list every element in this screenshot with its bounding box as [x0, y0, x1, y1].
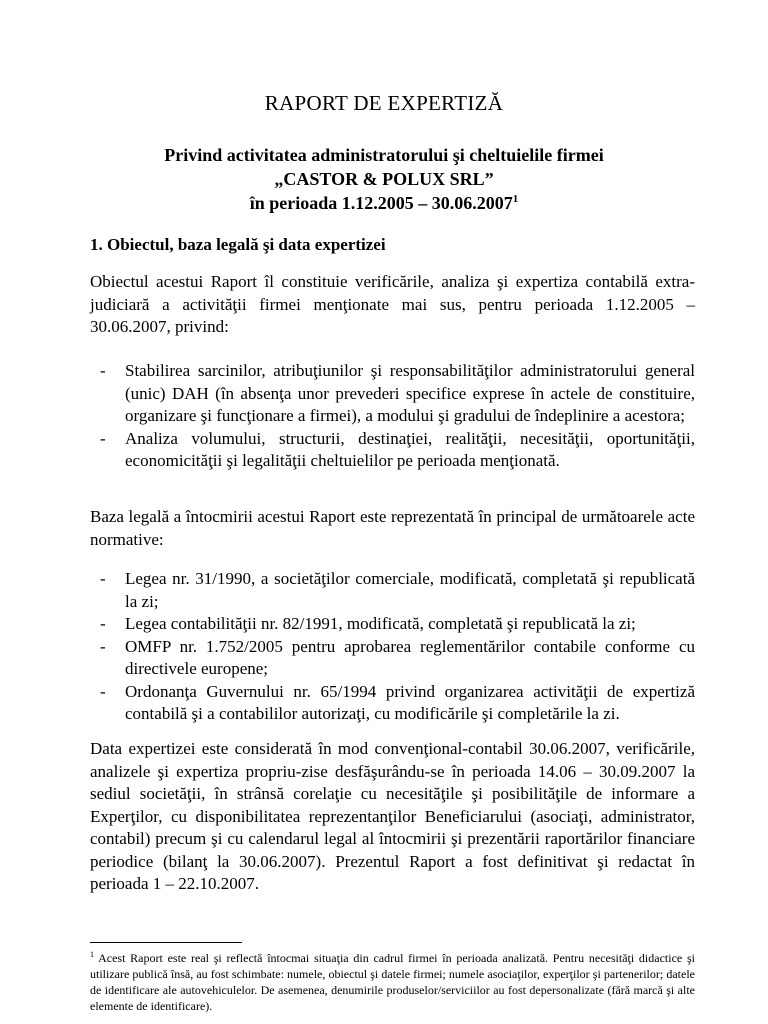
list-dash: -: [100, 361, 106, 380]
list-item-text: OMFP nr. 1.752/2005 pentru aprobarea reglementărilor contabile conforme cu directivele europene;: [125, 636, 695, 678]
list-item: [90, 428, 695, 473]
subtitle-period: în perioada 1.12.2005 – 30.06.2007: [249, 193, 513, 213]
list-item: [90, 568, 695, 613]
list-item: [90, 681, 695, 726]
footnote-separator: [90, 942, 242, 943]
list-item: [90, 613, 695, 636]
footnote-mark: 1: [90, 950, 94, 959]
list-dash: -: [100, 681, 106, 701]
list-dash: -: [100, 614, 106, 633]
section-heading: 1. Obiectul, baza legală şi data expertizei: [90, 235, 386, 254]
footnote-reference[interactable]: 1: [512, 193, 519, 205]
subtitle-line-2: „CASTOR & POLUX SRL”: [274, 169, 494, 189]
list-dash: -: [100, 636, 106, 656]
footnote: [90, 947, 695, 1014]
report-title: RAPORT DE EXPERTIZĂ: [264, 91, 504, 115]
subtitle-line-3: [0, 191, 768, 215]
list-legal: [90, 568, 695, 726]
list-item: [90, 636, 695, 681]
list-item-text: Legea contabilităţii nr. 82/1991, modificată, completată şi republicată la zi;: [125, 614, 636, 633]
footnote-text: Acest Raport este real şi reflectă întocmai situaţia din cadrul firmei în perioada analizată. Pentru necesităţi didactice şi utilizare publică însă, au fost schimbate: numele, obiectul şi datele firmei; numele asociaţilor, experţilor şi partenerilor; datele de identificare ale autovehiculelor. De asemenea, denumirile produselor/serviciilor au fost depersonalizate (fără marcă şi alte elemente de identificare).: [90, 951, 695, 1013]
list-item: [90, 360, 695, 428]
paragraph-legal: Baza legală a întocmirii acestui Raport este reprezentată în principal de următoarele acte normative:: [90, 507, 695, 549]
list-item-text: Stabilirea sarcinilor, atribuţiunilor şi responsabilităţilor administratorului general (unic) DAH (în absenţa unor prevederi specifice exprese în actele de constituire, organizare şi funcţionare a firmei), a modului şi gradului de îndeplinire a acestora;: [125, 361, 695, 425]
subtitle-line-1: Privind activitatea administratorului şi cheltuielile firmei: [164, 145, 604, 165]
list-object: [90, 360, 695, 473]
list-item-text: Analiza volumului, structurii, destinaţiei, realităţii, necesităţii, oportunităţii, economicităţii şi legalităţii cheltuielilor pe perioada menţionată.: [125, 428, 695, 470]
list-item-text: Legea nr. 31/1990, a societăţilor comerciale, modificată, completată şi republicată la zi;: [125, 569, 695, 611]
report-subtitle: [0, 143, 768, 215]
paragraph-date: Data expertizei este considerată în mod convenţional-contabil 30.06.2007, verificările, analizele şi expertiza propriu-zise desfăşurându-se în perioada 14.06 – 30.09.2007 la sediul societăţii, în strânsă corelaţie cu necesităţile şi posibilităţile de informare a Experţilor, cu disponibilitatea reprezentanţilor Beneficiarului (asociaţi, administrator, contabil) precum şi cu calendarul legal al întocmirii şi prezentării raportărilor financiare periodice (bilanţ la 30.06.2007). Prezentul Raport a fost definitivat şi redactat în perioada 1 – 22.10.2007.: [90, 739, 695, 893]
paragraph-object: Obiectul acestui Raport îl constituie verificările, analiza şi expertiza contabilă extra-judiciară a activităţii firmei menţionate mai sus, pentru perioada 1.12.2005 – 30.06.2007, privind:: [90, 272, 695, 336]
list-dash: -: [100, 569, 106, 588]
list-dash: -: [100, 428, 106, 448]
list-item-text: Ordonanţa Guvernului nr. 65/1994 privind organizarea activităţii de expertiză contabilă şi a contabililor autorizaţi, cu modificările şi completările la zi.: [125, 681, 695, 723]
